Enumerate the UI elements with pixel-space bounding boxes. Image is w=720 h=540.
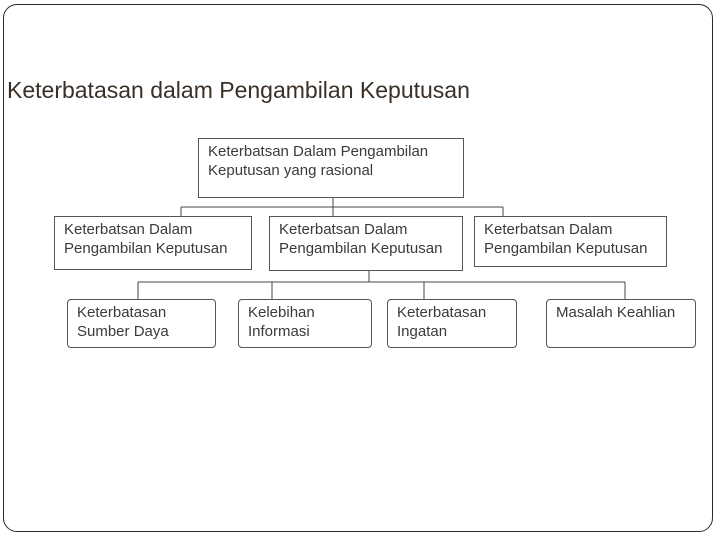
root-node: Keterbatsan Dalam Pengambilan Keputusan yang rasional	[198, 138, 464, 198]
level2-node-sumber-daya: Keterbatasan Sumber Daya	[67, 299, 216, 348]
level1-node-1: Keterbatsan Dalam Pengambilan Keputusan	[54, 216, 252, 270]
level1-node-2: Keterbatsan Dalam Pengambilan Keputusan	[269, 216, 463, 271]
level1-node-3: Keterbatsan Dalam Pengambilan Keputusan	[474, 216, 667, 267]
level2-node-ingatan: Keterbatasan Ingatan	[387, 299, 517, 348]
level2-node-kelebihan-informasi: Kelebihan Informasi	[238, 299, 372, 348]
slide-title: Keterbatasan dalam Pengambilan Keputusan	[7, 77, 470, 103]
level2-node-keahlian: Masalah Keahlian	[546, 299, 696, 348]
